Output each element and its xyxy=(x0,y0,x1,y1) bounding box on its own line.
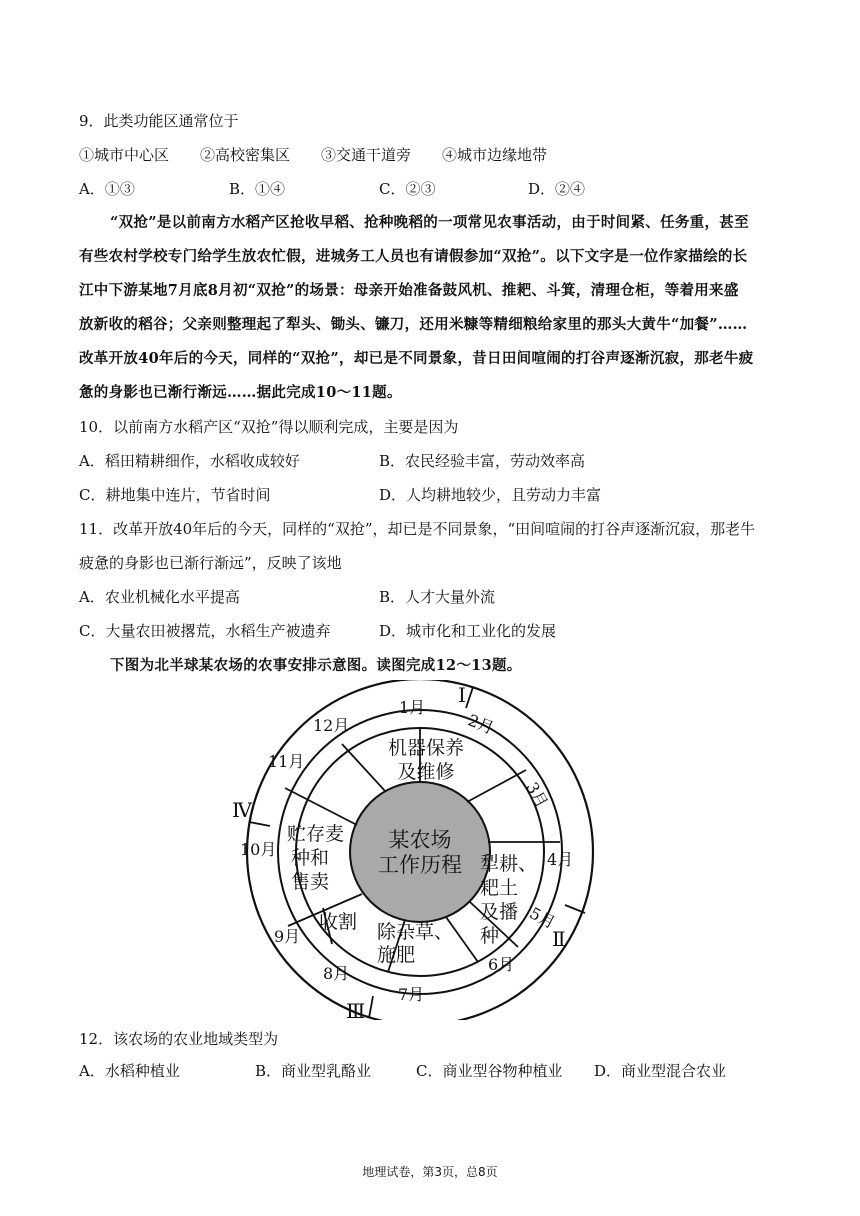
q12-option-a: A．水稻种植业 xyxy=(79,1062,180,1080)
month-jun: 6月 xyxy=(488,955,515,974)
q11-option-d: D．城市化和工业化的发展 xyxy=(379,622,557,640)
activity-storage-line-2: 种和 xyxy=(291,847,330,869)
q10-option-b: B．农民经验丰富，劳动效率高 xyxy=(379,452,586,470)
month-jul: 7月 xyxy=(398,985,425,1004)
activity-harvest: 收割 xyxy=(319,911,358,933)
month-mar: 3月 xyxy=(522,778,552,812)
q12-option-d: D．商业型混合农业 xyxy=(594,1062,727,1080)
passage-line-3: 江中下游某地7月底8月初“双抢”的场景：母亲开始准备鼓风机、推耙、斗箕，清理仓柜，等着用来盛 xyxy=(79,282,739,299)
activity-plowing-line-4: 种 xyxy=(480,925,500,947)
q9-option-d: D．②④ xyxy=(528,180,586,198)
q9-option-c: C．②③ xyxy=(379,180,436,198)
page-footer: 地理试卷，第3页，总8页 xyxy=(362,1165,498,1179)
q9-item-1: ①城市中心区 xyxy=(79,146,170,164)
activity-plowing-line-1: 犁耕、 xyxy=(480,853,538,875)
passage-line-4: 放新收的稻谷；父亲则整理起了犁头、锄头、镰刀，还用米糠等精细粮给家里的那头大黄牛“加餐”…… xyxy=(79,316,748,333)
q11-option-a: A．农业机械化水平提高 xyxy=(79,588,240,606)
farm-calendar-diagram xyxy=(230,680,610,1020)
month-oct: 10月 xyxy=(240,840,277,859)
diagram-intro: 下图为北半球某农场的农事安排示意图。读图完成12～13题。 xyxy=(110,657,522,674)
center-disc xyxy=(350,782,490,922)
month-jan: 1月 xyxy=(399,698,426,717)
activity-plowing-line-2: 耙土 xyxy=(480,877,519,899)
q10-option-d: D．人均耕地较少，且劳动力丰富 xyxy=(379,486,602,504)
passage-line-2: 有些农村学校专门给学生放农忙假，进城务工人员也有请假参加“双抢”。以下文字是一位作家描绘的长 xyxy=(79,248,748,265)
activity-weeding-line-1: 除杂草、 xyxy=(377,921,454,943)
quarter-1: Ⅰ xyxy=(458,683,466,707)
month-sep: 9月 xyxy=(274,927,301,946)
month-apr: 4月 xyxy=(547,850,574,869)
quarter-4: Ⅳ xyxy=(232,798,252,822)
q12-stem: 12．该农场的农业地域类型为 xyxy=(79,1030,279,1048)
activity-storage-line-3: 售卖 xyxy=(291,871,330,893)
q9-item-3: ③交通干道旁 xyxy=(321,146,412,164)
activity-maintenance-line-2: 及维修 xyxy=(397,761,455,783)
month-nov: 11月 xyxy=(268,752,305,771)
center-label-line-1: 某农场 xyxy=(388,828,452,852)
q11-option-b: B．人才大量外流 xyxy=(379,588,496,606)
q11-option-c: C．大量农田被撂荒，水稻生产被遗弃 xyxy=(79,622,331,640)
activity-maintenance-line-1: 机器保养 xyxy=(387,737,465,759)
q9-stem: 9．此类功能区通常位于 xyxy=(79,112,239,130)
q9-item-4: ④城市边缘地带 xyxy=(442,146,548,164)
q10-option-a: A．稻田精耕细作，水稻收成较好 xyxy=(79,452,300,470)
q12-option-c: C．商业型谷物种植业 xyxy=(416,1062,563,1080)
passage-line-6: 惫的身影也已渐行渐远……据此完成10～11题。 xyxy=(79,384,402,401)
month-feb: 2月 xyxy=(465,710,497,738)
q9-option-b: B．①④ xyxy=(229,180,286,198)
quarter-2: Ⅱ xyxy=(552,927,566,951)
activity-weeding-line-2: 施肥 xyxy=(377,944,416,966)
q12-option-b: B．商业型乳酪业 xyxy=(255,1062,372,1080)
q11-stem-line-1: 11．改革开放40年后的今天，同样的“双抢”，却已是不同景象，“田间喧闹的打谷声逐渐沉寂，那老牛 xyxy=(79,520,756,538)
q9-item-2: ②高校密集区 xyxy=(200,146,291,164)
q10-stem: 10．以前南方水稻产区“双抢”得以顺利完成，主要是因为 xyxy=(79,418,459,436)
activity-plowing-line-3: 及播 xyxy=(480,901,519,923)
quarter-3: Ⅲ xyxy=(346,999,366,1020)
q11-stem-line-2: 疲惫的身影也已渐行渐远”，反映了该地 xyxy=(79,554,342,572)
month-may: 5月 xyxy=(526,903,559,933)
passage-line-1: “双抢”是以前南方水稻产区抢收早稻、抢种晚稻的一项常见农事活动，由于时间紧、任务重，甚至 xyxy=(110,214,749,231)
month-dec: 12月 xyxy=(313,716,350,735)
q10-option-c: C．耕地集中连片，节省时间 xyxy=(79,486,271,504)
activity-storage-line-1: 贮存麦 xyxy=(287,823,345,845)
passage-line-5: 改革开放40年后的今天，同样的“双抢”，却已是不同景象，昔日田间喧闹的打谷声逐渐沉寂，那老牛疲 xyxy=(79,350,754,367)
farm-calendar-svg xyxy=(230,680,610,1020)
q9-option-a: A．①③ xyxy=(79,180,135,198)
center-label-line-2: 工作历程 xyxy=(378,853,462,877)
month-aug: 8月 xyxy=(323,964,350,983)
